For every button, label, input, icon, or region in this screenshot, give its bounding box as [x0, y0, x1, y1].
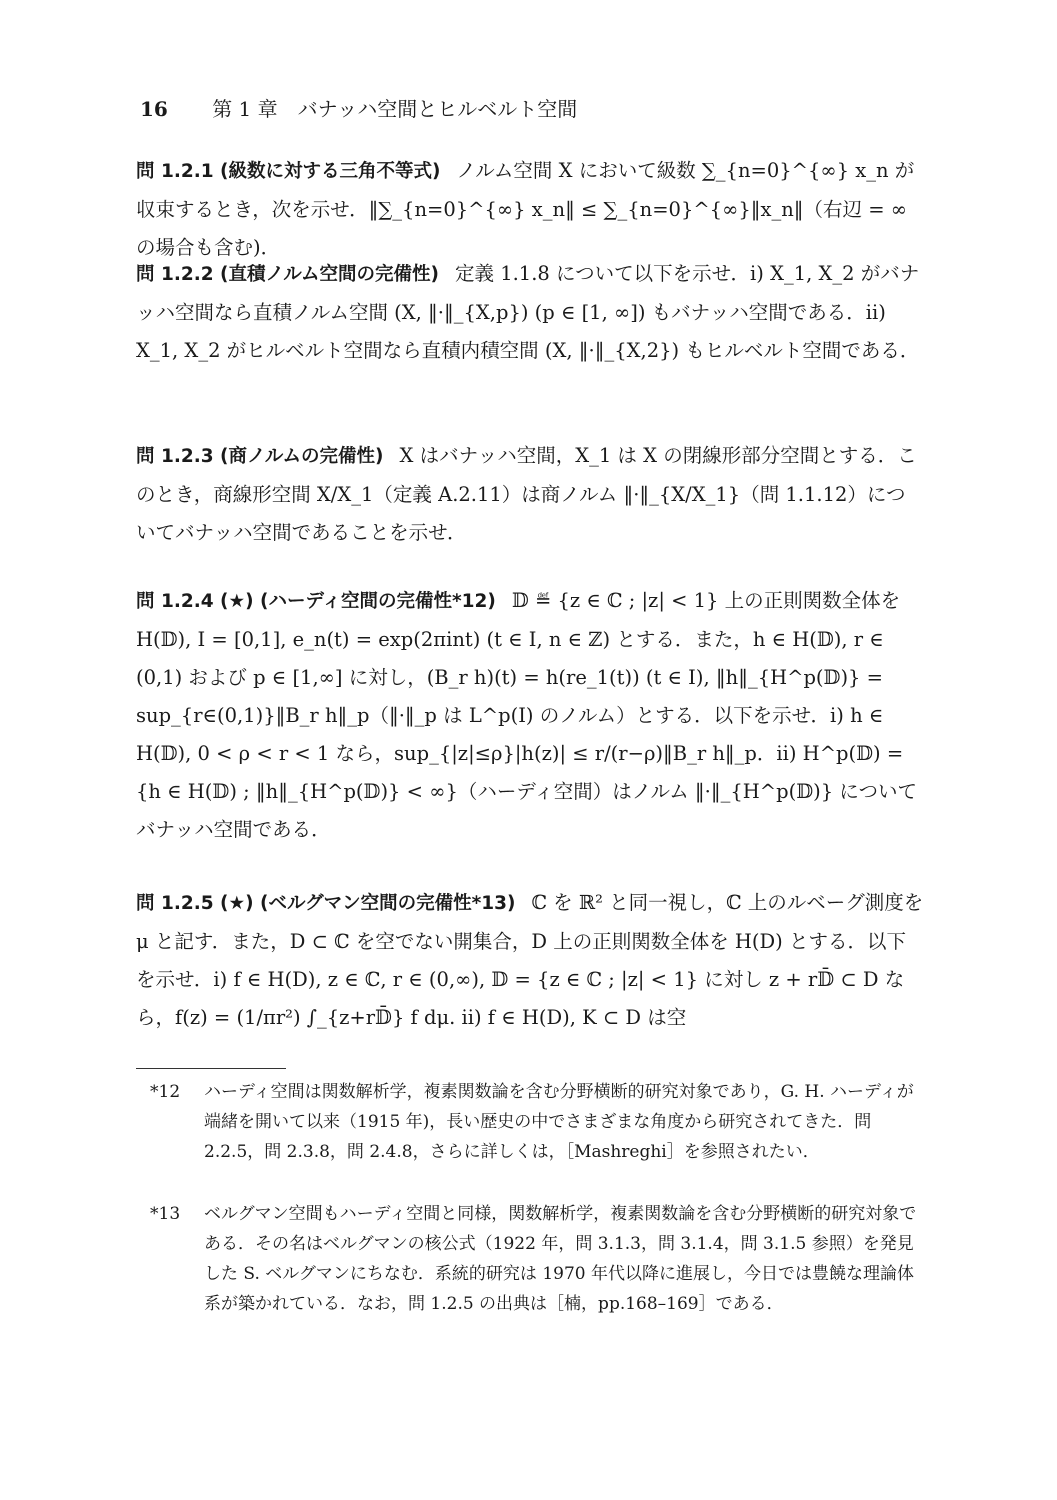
problem-label: 問 1.2.4 (★) (ハーディ空間の完備性*12): [136, 591, 496, 612]
chapter-title: 第 1 章 バナッハ空間とヒルベルト空間: [212, 97, 578, 121]
problem-body: ノルム空間 X において級数 ∑_{n=0}^{∞} x_n が収束するとき，次を示せ．‖∑_{n=0}^{∞} x_n‖ ≤ ∑_{n=0}^{∞}‖x_n‖（右辺 = ∞ の場合も含む)．: [136, 159, 915, 259]
page-number: 16: [140, 97, 168, 121]
problem-label: 問 1.2.2 (直積ノルム空間の完備性): [136, 264, 439, 285]
footnote-mark: *12: [150, 1082, 181, 1102]
problem-body: 𝔻 ≝ {z ∈ ℂ ; |z| < 1} 上の正則関数全体を H(𝔻), I = [0,1], e_n(t) = exp(2πint) (t ∈ I, n ∈ ℤ) とする．また，h ∈ H(𝔻), r ∈ (0,1) および p ∈ [1,∞] に対し，(B_r h)(t) = h(re_1(t)) (t ∈ I), ‖h‖_{H^p(𝔻)} = sup_{r∈(0,1)}‖B_r h‖_p（‖·‖_p は L^p(I) のノルム）とする．以下を示せ．i) h ∈ H(𝔻), 0 < ρ < r < 1 なら，sup_{|z|≤ρ}|h(z)| ≤ r/(r−ρ)‖B_r h‖_p．ii) H^p(𝔻) = {h ∈ H(𝔻) ; ‖h‖_{H^p(𝔻)} < ∞}（ハーディ空間）はノルム ‖·‖_{H^p(𝔻)} についてバナッハ空間である．: [136, 589, 917, 841]
problem-body: 定義 1.1.8 について以下を示せ．i) X_1, X_2 がバナッハ空間なら直積ノルム空間 (X, ‖·‖_{X,p}) (p ∈ [1, ∞]) もバナッハ空間である．ii) X_1, X_2 がヒルベルト空間なら直積内積空間 (X, ‖·‖_{X,2}) もヒルベルト空間である．: [136, 262, 920, 362]
problem-label: 問 1.2.5 (★) (ベルグマン空間の完備性*13): [136, 893, 516, 914]
problem-body: ℂ を ℝ² と同一視し，ℂ 上のルベーグ測度を μ と記す．また，D ⊂ ℂ を空でない開集合，D 上の正則関数全体を H(D) とする．以下を示せ．i) f ∈ H(D), z ∈ ℂ, r ∈ (0,∞), 𝔻 = {z ∈ ℂ ; |z| < 1} に対し z + r𝔻̄ ⊂ D なら，f(z) = (1/πr²) ∫_{z+r𝔻̄} f dμ. ii) f ∈ H(D), K ⊂ D は空: [136, 891, 924, 1029]
problem-1-2-5: [136, 884, 924, 1037]
footnote-mark: *13: [150, 1204, 181, 1224]
problem-label: 問 1.2.1 (級数に対する三角不等式): [136, 161, 441, 182]
problem-1-2-1: [136, 152, 924, 267]
running-header: [140, 93, 577, 122]
footnote-text: ハーディ空間は関数解析学，複素関数論を含む分野横断的研究対象であり，G. H. ハーディが端緒を開いて以来（1915 年)，長い歴史の中でさまざまな角度から研究されてきた．問 2.2.5，問 2.3.8，問 2.4.8，さらに詳しくは，［Mashreghi］を参照されたい．: [204, 1082, 914, 1162]
problem-label: 問 1.2.3 (商ノルムの完備性): [136, 446, 384, 467]
problem-body: X はバナッハ空間，X_1 は X の閉線形部分空間とする．このとき，商線形空間 X/X_1（定義 A.2.11）は商ノルム ‖·‖_{X/X_1}（問 1.1.12）についてバナッハ空間であることを示せ．: [136, 444, 917, 544]
problem-1-2-2: [136, 255, 924, 370]
problem-1-2-4: [136, 582, 924, 849]
problem-1-2-3: [136, 437, 924, 552]
footnote-13: [150, 1199, 924, 1319]
footnote-12: [150, 1077, 924, 1167]
footnote-rule: [136, 1068, 286, 1069]
footnote-text: ベルグマン空間もハーディ空間と同様，関数解析学，複素関数論を含む分野横断的研究対象である．その名はベルグマンの核公式（1922 年，問 3.1.3，問 3.1.4，問 3.1.5 参照）を発見した S. ベルグマンにちなむ．系統的研究は 1970 年代以降に進展し，今日では豊饒な理論体系が築かれている．なお，問 1.2.5 の出典は［楠，pp.168–169］である．: [204, 1204, 917, 1314]
